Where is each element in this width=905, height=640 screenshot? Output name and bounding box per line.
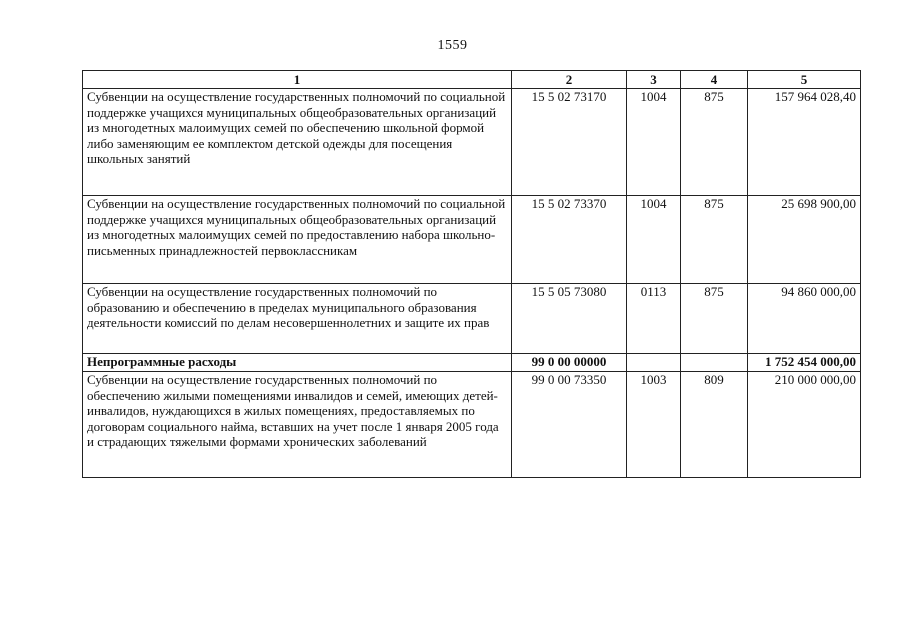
row-section: 1003 — [627, 372, 681, 478]
row-code: 15 5 02 73170 — [512, 89, 627, 196]
row-type: 875 — [681, 284, 748, 354]
row-description: Непрограммные расходы — [83, 354, 512, 372]
column-header-section: 3 — [627, 71, 681, 89]
row-type: 809 — [681, 372, 748, 478]
row-amount: 210 000 000,00 — [748, 372, 861, 478]
row-code: 99 0 00 73350 — [512, 372, 627, 478]
row-code: 15 5 02 73370 — [512, 196, 627, 284]
column-header-type: 4 — [681, 71, 748, 89]
row-type: 875 — [681, 89, 748, 196]
row-code: 99 0 00 00000 — [512, 354, 627, 372]
page-number: 1559 — [437, 38, 468, 53]
row-description: Субвенции на осуществление государственных полномочий по обеспечению жилыми помещениями инвалидов и семей, имеющих детей-инвалидов, нуждающихся в жилых помещениях, предоставляемых по договорам социального найма, вставших на учет после 1 января 2005 года и страдающих тяжелыми формами хронических заболеваний — [83, 372, 512, 478]
table-row — [83, 89, 861, 196]
row-section — [627, 354, 681, 372]
row-type: 875 — [681, 196, 748, 284]
column-header-description: 1 — [83, 71, 512, 89]
row-amount: 25 698 900,00 — [748, 196, 861, 284]
row-section: 1004 — [627, 89, 681, 196]
table-row — [83, 196, 861, 284]
row-amount: 157 964 028,40 — [748, 89, 861, 196]
row-section: 1004 — [627, 196, 681, 284]
table-header-row — [83, 71, 861, 89]
row-code: 15 5 05 73080 — [512, 284, 627, 354]
table-row-section-total — [83, 354, 861, 372]
row-description: Субвенции на осуществление государственных полномочий по социальной поддержке учащихся муниципальных общеобразовательных организаций из многодетных малоимущих семей по обеспечению школьной формой либо заменяющим ее комплектом детской одежды для посещения школьных занятий — [83, 89, 512, 196]
budget-table — [82, 70, 861, 478]
row-amount: 94 860 000,00 — [748, 284, 861, 354]
table-row — [83, 372, 861, 478]
row-section: 0113 — [627, 284, 681, 354]
row-type — [681, 354, 748, 372]
row-description: Субвенции на осуществление государственных полномочий по социальной поддержке учащихся муниципальных общеобразовательных организаций из многодетных малоимущих семей по предоставлению набора школьно-письменных принадлежностей первоклассникам — [83, 196, 512, 284]
column-header-code: 2 — [512, 71, 627, 89]
table-row — [83, 284, 861, 354]
column-header-amount: 5 — [748, 71, 861, 89]
row-amount: 1 752 454 000,00 — [748, 354, 861, 372]
row-description: Субвенции на осуществление государственных полномочий по образованию и обеспечению в пределах муниципального образования деятельности комиссий по делам несовершеннолетних и защите их прав — [83, 284, 512, 354]
